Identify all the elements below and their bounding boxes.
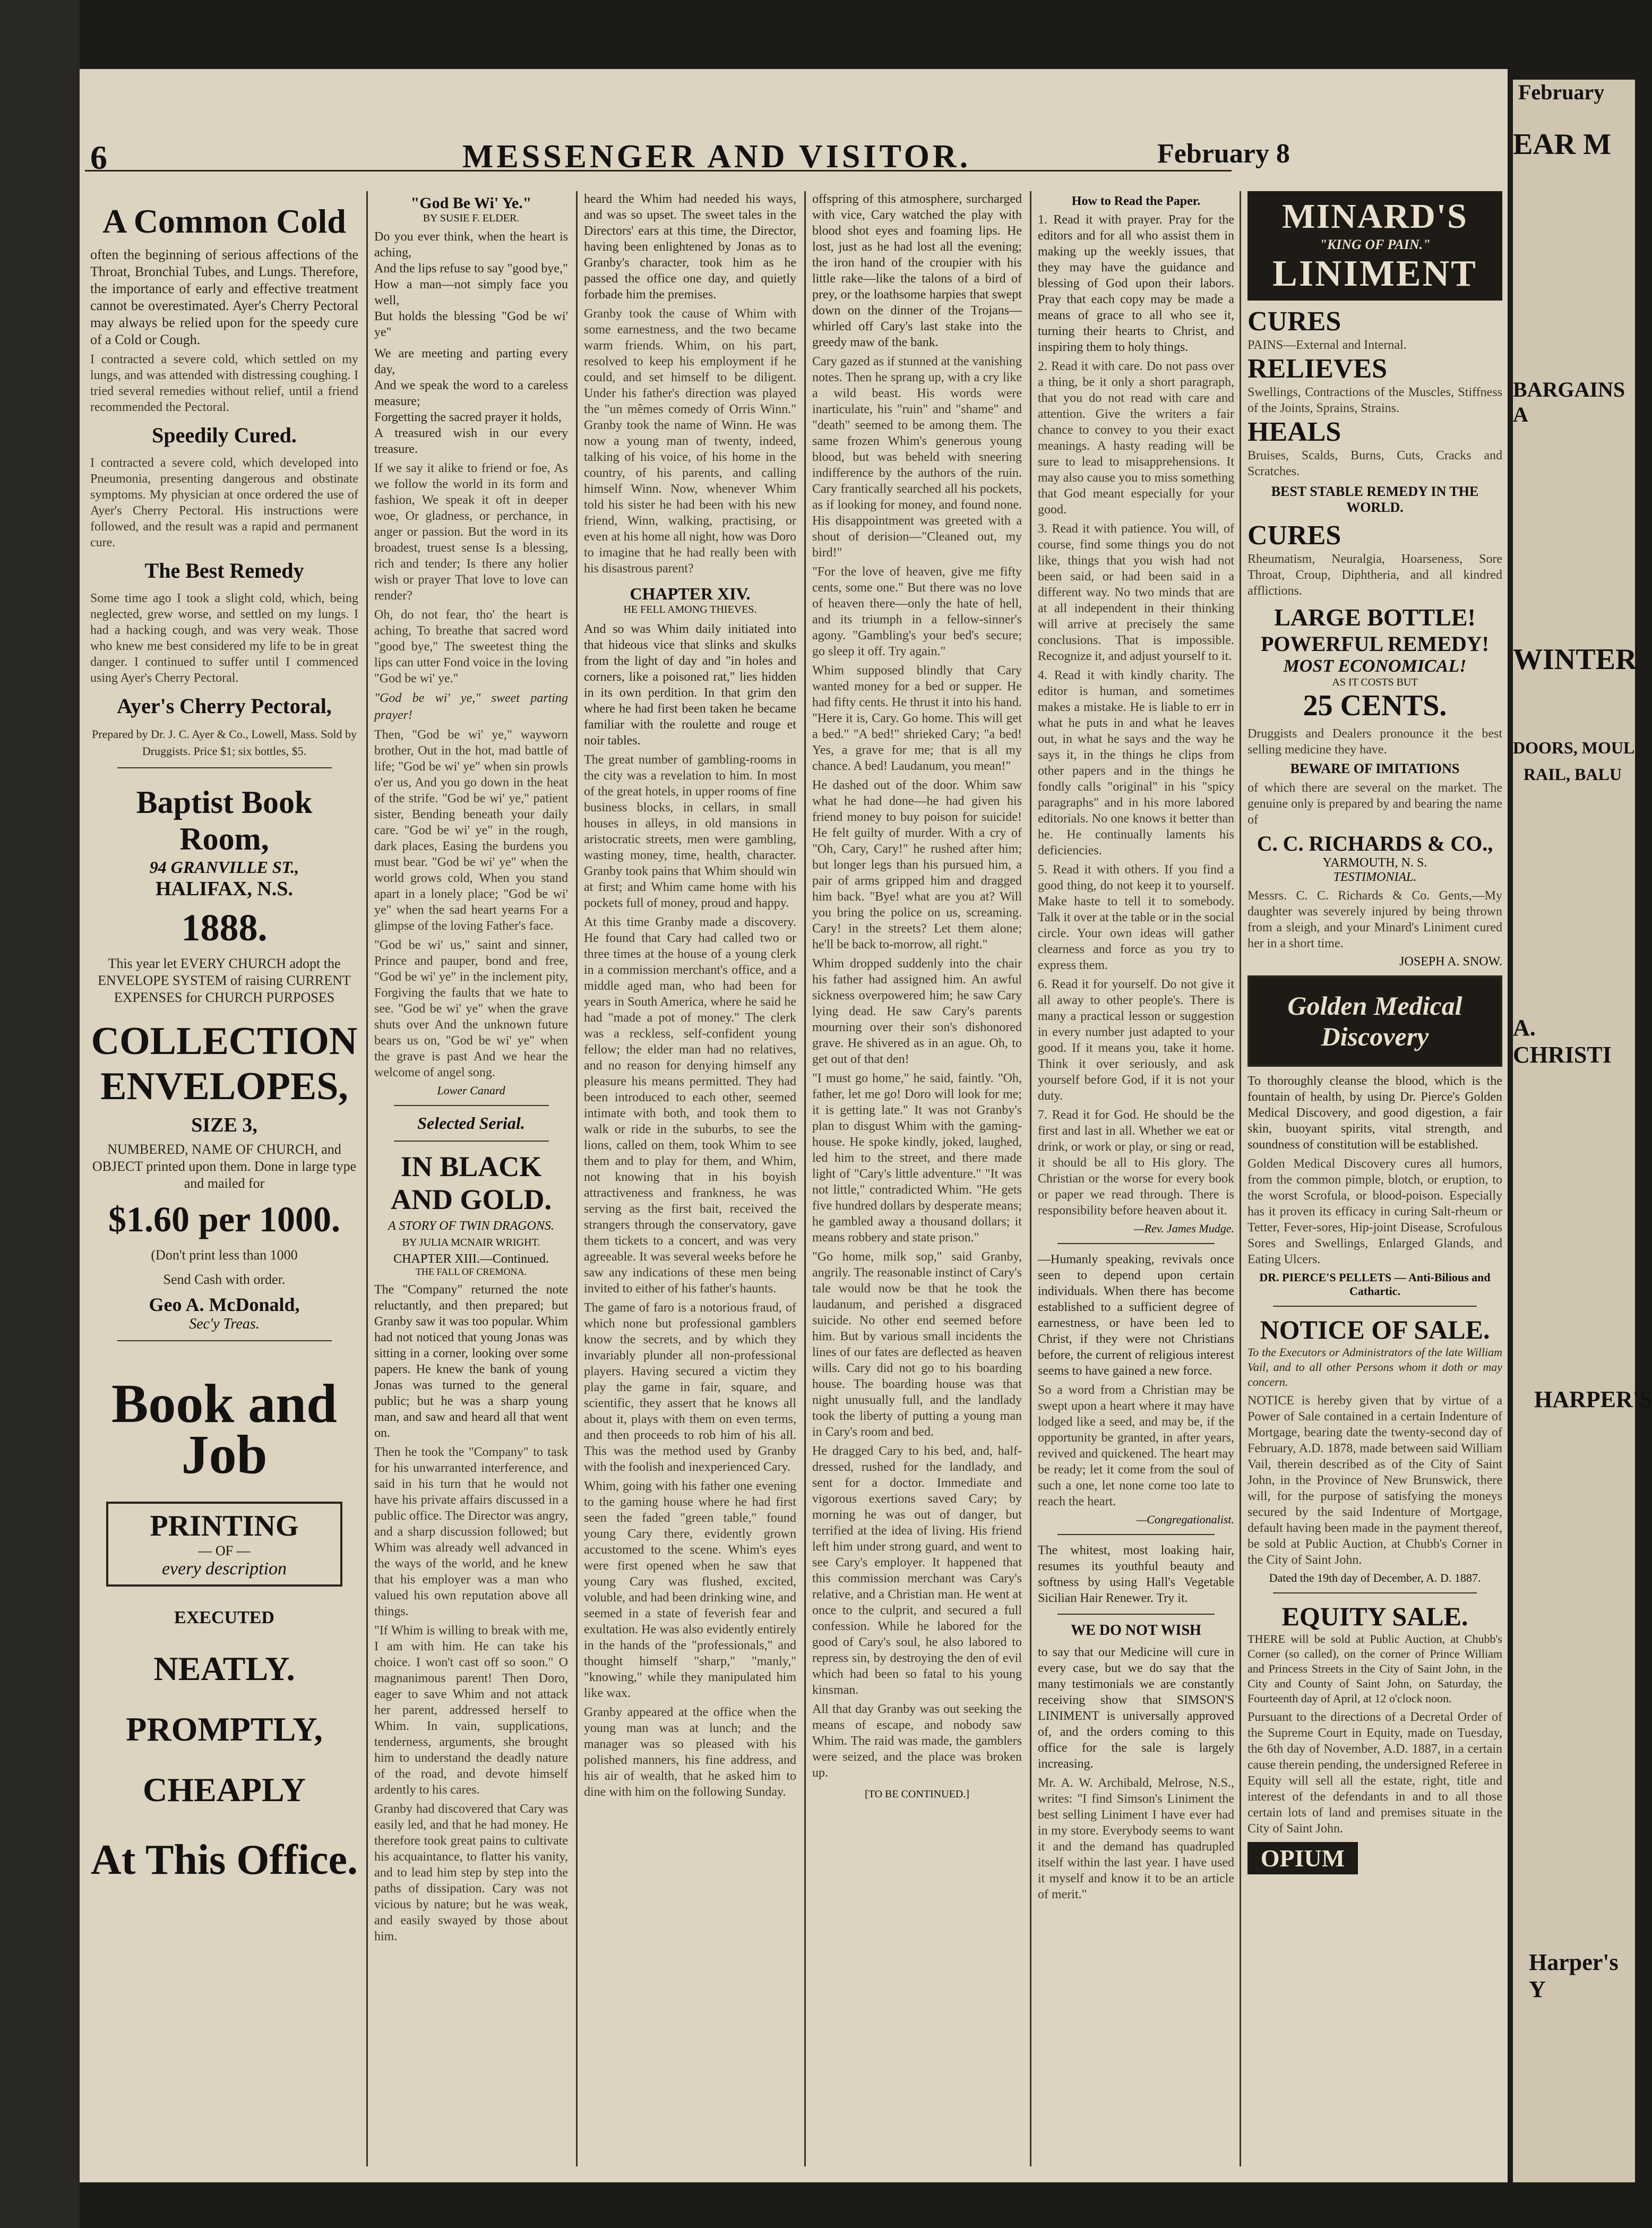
adjacent-doors: DOORS, MOUL	[1513, 738, 1635, 757]
column-rule	[1240, 191, 1241, 2166]
column-rule	[1030, 191, 1031, 2166]
printing-box	[106, 1502, 342, 1587]
pierce-pellets: DR. PIERCE'S PELLETS — Anti-Bilious and Cathartic.	[1259, 1271, 1491, 1298]
column-rule	[804, 191, 806, 2166]
most-economical: MOST ECONOMICAL!	[1283, 656, 1467, 676]
poem-line: But holds the blessing "God be wi' ye"	[374, 310, 568, 339]
revivals-text: —Humanly speaking, revivals once seen to depend upon certain individuals. When there has become established to a sufficient degree of earnestness, or have been led to Christ, if they were not Christians before, the current of religious interest seems to have gained a new force.	[1038, 1253, 1234, 1378]
baptist-city: HALIFAX, N.S.	[156, 878, 293, 900]
divider	[394, 1141, 549, 1142]
newspaper-page	[80, 69, 1508, 2182]
col4-body: offspring of this atmosphere, surcharged with vice, Cary watched the play with blood shot eyes and foaming lips. He lost, just as he had lost all the evening; the iron hand of the croupier with his little rake—like the talons of a bird of prey, or the loathsome harpies that swept down on the dinner of the Trojans—whirled off Cary's last stake into the greedy maw of the bank.	[812, 192, 1022, 349]
relieves-label: RELIEVES	[1247, 354, 1387, 384]
adjacent-rail: RAIL, BALU	[1524, 765, 1622, 784]
serial-body: The "Company" returned the note reluctantly, and then prepared; but Granby saw it was too popular. Whim had not noticed that young Jonas was sitting in a corner, looking over some papers. He knew the bank of young Jonas was turned to the general public; but he was a sharp young man, and saw and heard all that went on.	[374, 1283, 568, 1440]
speedily-cured-title: Speedily Cured.	[152, 423, 297, 447]
article-body: 1. Read it with prayer. Pray for the editors and for all who assist them in making up the weekly issues, that they may have the guidance and blessing of God upon their labors. Pray that each copy may be made a means of grace to all who see it, turning their hearts to Christ, and inspiring them to holy things.	[1038, 213, 1234, 354]
header-rule	[85, 127, 1232, 172]
serial-author: BY JULIA MCNAIR WRIGHT.	[402, 1237, 540, 1248]
divider	[1057, 1534, 1215, 1535]
divider	[394, 1105, 549, 1106]
poem-line: And we speak the word to a careless measure;	[374, 379, 568, 408]
poem-line: A treasured wish in our every treasure.	[374, 426, 568, 456]
column-6: MINARD'S "KING OF PAIN." LINIMENT CURES PAINS—External and Internal. RELIEVES Swellings, Contractions of the Muscles, Stiffness of the Joints, Sprains, Strains. HEALS Bruises, Scalds, Burns, Cuts, Cracks and Scratches. BEST STABLE REMEDY IN THE WORLD. CURES Rheumatism, Neuralgia, Hoarseness, Sore Throat, Croup, Diphtheria, and all kindred afflictions. LARGE BOTTLE! POWERFUL REMEDY! MOST ECONOMICAL! AS IT COSTS BUT 25 CENTS. Druggists and Dealers pronounce it the best selling medicine they have. BEWARE OF IMITATIONS of which there are several on the market. The genuine only is prepared by and bearing the name of C. C. RICHARDS & CO., YARMOUTH, N. S. TESTIMONIAL. Messrs. C. C. Richards & Co. Gents,—My daughter was severely injured by being thrown from a sleigh, and your Minard's Liniment cured her in a short time. JOSEPH A. SNOW. Golden Medical Discovery To thoroughly cleanse the blood, which is the fountain of health, by using Dr. Pierce's Golden Medical Discovery, and good digestion, a fair skin, buoyant spirits, vital strength, and soundness of constitution will be established. Golden Medical Discovery cures all humors, from the common pimple, blotch, or eruption, to the worst Scrofula, or blood-poison. Especially has it proven its efficacy in curing Salt-rheum or Tetter, Fever-sores, Hip-joint Disease, Scrofulous Sores and Swellings, Enlarged Glands, and Eating Ulcers. DR. PIERCE'S PELLETS — Anti-Bilious and Cathartic. NOTICE OF SALE. To the Executors or Administrators of the late William Vail, and to all other Persons whom it doth or may concern. NOTICE is hereby given that by virtue of a Power of Sale contained in a certain Indenture of Mortgage, bearing date the twenty-second day of February, A.D. 1878, made between said William Vail, therein described as of the City of Saint John, in the Province of New Brunswick, there will, for the purpose of satisfying the moneys secured by the said Indenture of Mortgage, default having been made in the payment thereof, be sold at Public Auction, at Chubb's Corner in the City of Saint John. Dated the 19th day of December, A. D. 1887. EQUITY SALE. THERE will be sold at Public Auction, at Chubb's Corner (so called), on the corner of Prince William and Princess Streets in the City of Saint John, in the City and County of Saint John, on Saturday, the Fourteenth day of April, at 12 o'clock noon. Pursuant to the directions of a Decretal Order of the Supreme Court in Equity, made on Tuesday, the 6th day of November, A.D. 1887, in a certain cause therein pending, the undersigned Referee in Equity will sell all the estate, right, title and interest of the defendants in and to all those certain lots of land and premises situate in the City of Saint John. OPIUM	[1247, 191, 1502, 2166]
column-1: A Common Cold often the beginning of serious affections of the Throat, Bronchial Tubes, and Lungs. Therefore, the importance of early and effective treatment cannot be overestimated. Ayer's Cherry Pectoral may always be relied upon for the speedy cure of a Cold or Cough. I contracted a severe cold, which settled on my lungs, and was attended with distressing coughing. I tried several remedies without relief, until a friend recommended the Pectoral. Speedily Cured. I contracted a severe cold, which developed into Pneumonia, presenting dangerous and obstinate symptoms. My physician at once ordered the use of Ayer's Cherry Pectoral. His instructions were followed, and the result was a rapid and permanent cure. The Best Remedy Some time ago I took a slight cold, which, being neglected, grew worse, and settled on my lungs. I had a hacking cough, and was very weak. Those who knew me best considered my life to be in great danger. I continued to suffer until I commenced using Ayer's Cherry Pectoral. Ayer's Cherry Pectoral, Prepared by Dr. J. C. Ayer & Co., Lowell, Mass. Sold by Druggists. Price $1; six bottles, $5. Baptist Book Room, 94 GRANVILLE ST., HALIFAX, N.S. 1888. This year let EVERY CHURCH adopt the ENVELOPE SYSTEM of raising CURRENT EXPENSES for CHURCH PURPOSES COLLECTION ENVELOPES, SIZE 3, NUMBERED, NAME OF CHURCH, and OBJECT printed upon them. Done in large type and mailed for $1.60 per 1000. (Don't print less than 1000 Send Cash with order. Geo A. McDonald, Sec'y Treas. Book and Job PRINTING — OF — every description EXECUTED NEATLY. PROMPTLY, CHEAPLY At This Office.	[90, 202, 358, 1883]
printing-every: every description	[161, 1559, 287, 1579]
pectoral-text: Prepared by Dr. J. C. Ayer & Co., Lowell, Mass. Sold by Druggists. Price $1; six bottles, $5.	[91, 727, 357, 758]
golden-discovery-banner: Golden Medical Discovery	[1247, 975, 1502, 1067]
adjacent-harpers: HARPER'S	[1534, 1386, 1652, 1412]
adjacent-page	[1513, 80, 1652, 2182]
yarmouth: YARMOUTH, N. S.	[1322, 856, 1427, 870]
large-bottle: LARGE BOTTLE!	[1274, 604, 1476, 631]
signer: Geo A. McDonald,	[149, 1294, 300, 1315]
envelope-details: NUMBERED, NAME OF CHURCH, and OBJECT printed upon them. Done in large type and mailed for	[92, 1142, 357, 1191]
page-number: 6	[90, 139, 107, 176]
baptist-address: 94 GRANVILLE ST.,	[149, 858, 299, 877]
year: 1888.	[181, 906, 268, 949]
pectoral-title: Ayer's Cherry Pectoral,	[117, 694, 332, 718]
price-cents: 25 CENTS.	[1303, 689, 1447, 722]
article-author: —Rev. James Mudge.	[1134, 1222, 1234, 1235]
best-remedy-title: The Best Remedy	[144, 559, 304, 582]
poem-line: How a man—not simply face you well,	[374, 278, 568, 307]
testimonial-label: TESTIMONIAL.	[1333, 870, 1417, 884]
executed-label: EXECUTED	[174, 1608, 274, 1627]
baptist-text: This year let EVERY CHURCH adopt the ENVELOPE SYSTEM of raising CURRENT EXPENSES for CHURCH PURPOSES	[98, 956, 351, 1005]
notice-text: To the Executors or Administrators of the late William Vail, and to all other Persons whom it doth or may concern.	[1247, 1346, 1502, 1389]
scan-left-edge	[0, 0, 80, 2228]
poem-line: Forgetting the sacred prayer it holds,	[374, 410, 562, 424]
poem-refrain: "God be wi' ye," sweet parting prayer!	[374, 691, 568, 722]
notice-dated: Dated the 19th day of December, A. D. 1887.	[1269, 1571, 1481, 1584]
column-5: How to Read the Paper. 1. Read it with prayer. Pray for the editors and for all who assist them in making up the weekly issues, that they may have the guidance and blessing of God upon their labors. Pray that each copy may be made a means of grace to all who see it, turning their hearts to Christ, and inspiring them to holy things. 2. Read it with care. Do not pass over a thing, be it only a short paragraph, that you do not read with care and attention. Give the writers a fair chance to convey to you their exact meanings. A hasty reading will be sure to lead to misapprehensions. It may also cause you to miss something that God meant especially for your good. 3. Read it with patience. You will, of course, find some things you do not like, things that you wish had not been said, or had been said in a different way. No two minds that are at all independent in their thinking will arrive at precisely the same conclusions. That is impossible. Recognize it, and adjust yourself to it. 4. Read it with kindly charity. The editor is human, and sometimes makes a mistake. He is liable to err in what he puts in and what he leaves out, in what he says and the way he says it, in the things he clips from other papers and in the things he fondly calls "original" in his "spicy paragraphs" and in his more labored editorials. No one knows it better than he. He continually laments his deficiencies. 5. Read it with others. If you find a good thing, do not keep it to yourself. Make haste to tell it to somebody. Talk it over at the table or in the social circle. Your own ideas will gather clearness and force as you try to express them. 6. Read it for yourself. Do not give it all away to other people's. There is many a practical lesson or suggestion in every number just adapted to your good. If it means you, take it home. Think it over seriously, and ask yourself before God, if it is not your duty. 7. Read it for God. He should be the first and last in all. Whether we eat or drink, or work or play, or sing or read, it should be all to His glory. The Christian or the worse for every book or paper we read through. There is responsibility before heaven about it. —Rev. James Mudge. —Humanly speaking, revivals once seen to depend upon certain individuals. When there has become established to a sufficient degree of earnestness, or have been led to Christ, if they were not Christians before, the current of religious interest seems to have gained a new force. So a word from a Christian may be swept upon a heart where it may have lodged like a seed, and may be, if the opportunity be granted, in after years, revived and quickened. The heart may be ready; let it come from the soul of such a one, let none come too late to reach the heart. —Congregationalist. The whitest, most loaking hair, resumes its youthful beauty and softness by using Hall's Vegetable Sicilian Hair Renewer. Try it. WE DO NOT WISH to say that our Medicine will cure in every case, but we do say that the many testimonials we are constantly receiving show that SIMSON'S LINIMENT is universally approved of, and the orders coming to this office for the sale is largely increasing. Mr. A. W. Archibald, Melrose, N.S., writes: "I find Simson's Liniment the best selling Liniment I have ever had in my store. Everybody seems to want it and the demand has quadrupled itself within the last year. I have used it myself and know it to be an article of merit."	[1038, 194, 1234, 1901]
chapter-subtitle: HE FELL AMONG THIEVES.	[623, 604, 757, 615]
equity-text: THERE will be sold at Public Auction, at Chubb's Corner (so called), on the corner of Prince William and Princess Streets in the City of Saint John, in the City and County of Saint John, on Saturday, the Fourteenth day of April, at 12 o'clock noon.	[1247, 1632, 1502, 1705]
divider	[1057, 1614, 1215, 1615]
poem-line: And the lips refuse to say "good bye,"	[374, 262, 568, 276]
divider	[117, 767, 332, 768]
poem-line: Do you ever think, when the heart is aching,	[374, 230, 568, 260]
adjacent-christie: A. CHRISTI	[1513, 1015, 1612, 1068]
column-3: heard the Whim had needed his ways, and was so upset. The sweet tales in the Directors' ears at this time, the Director, having been enlightened by Jonas as to Granby's character, took him as he passed the office one day, and quietly forbade him the premises. Granby took the cause of Whim with some earnestness, and the two became warm friends. Whim, on his part, resolved to keep his employment if he could, and set himself to be diligent. Under his father's direction was played the "un mêmes comedy of Orris Winn." Granby took the name of Winn. He was now a young man of twenty, indeed, talking of his voice, of his home in the country, of his parents, and calling himself Winn. Now, whenever Whim told his sister he had been with his new friend, Winn, walking, practising, or even at his home all night, how was Doro to imagine that he had really been with his disastrous parent? CHAPTER XIV. HE FELL AMONG THIEVES. And so was Whim daily initiated into that hideous vice that slinks and skulks from the light of day and "in holes and corners, like a poisoned rat," lies hidden in its own perdition. In that grim den where he had first been taken he became familiar with the roulette and rouge et noir tables. The great number of gambling-rooms in the city was a revelation to him. In most of the great hotels, in upper rooms of fine business blocks, in cellars, in small houses in alleys, in old mansions in aristocratic streets, men were gambling, wasting money, time, health, character. Granby took pains that Whim should win at first; and Whim came home with his pockets full of money, proud and happy. At this time Granby made a discovery. He found that Cary had called two or three times at the house of a young clerk in a commission merchant's office, and a middle aged man, who had been for years in South America, where he said he had "made a pot of money." The clerk was a reckless, self-confident young fellow; the elder man had no relatives, and no reason for denying himself any pleasure his means permitted. They had been introduced to each other, seemed intimate with both, and took them to walk or ride in the suburbs, to see the lions, called on them, took Whim to see them and to play for them, and Whim, not knowing that in his boyish attractiveness and frankness, he was serving as the first bait, received the strangers through the conservatory, gave them tickets to a concert, and was very agreeable. It was several weeks before he saw any indications of these men being invited to either of his father's haunts. The game of faro is a notorious fraud, of which none but professional gamblers know the secrets, and by which they invariably plunder all non-professional players. Having secured a victim they play the game in fair, square, and scientific, they assert that he knows all about it, plays with them on even terms, and then proceeds to rob him of his all. This was the method used by Granby with the foolish and inexperienced Cary. Whim, going with his father one evening to the gaming house where he had first seen the faded "green table," found young Cary there, evidently grown accustomed to the scene. Whim's eyes were first opened when he saw that young Cary was flushed, excited, voluble, and had been drinking wine, and seemed in a state of feverish fear and exultation. He was also evidently entirely in the hands of the "professionals," and thought himself "sharp," "manly," "knowing," while they manipulated him like wax. Granby appeared at the office when the young man was at lunch; and the manager was so pleased with his polished manners, his fine address, and his air of wealth, that he asked him to dine with him on the following Sunday.	[584, 192, 796, 1799]
notice-of-sale: NOTICE OF SALE.	[1260, 1315, 1490, 1344]
column-4: offspring of this atmosphere, surcharged with vice, Cary watched the play with blood shot eyes and foaming lips. He lost, just as he had lost all the evening; the iron hand of the croupier with his little rake—like the talons of a bird of prey, or the loathsome harpies that swept down on the dinner of the Trojans—whirled off Cary's last stake into the greedy maw of the bank. Cary gazed as if stunned at the vanishing notes. Then he sprang up, with a cry like a wild beast. His words were inarticulate, his "ruin" and "shame" and "death" seemed to be among them. The same frozen Whim's generous young blood, but was beheld with sneering indifference by the authors of the ruin. Cary frantically searched all his pockets, as if looking for money, and found none. His disappointment was greeted with a shout of derision—"Cleaned out, my bird!" "For the love of heaven, give me fifty cents, some one." But there was no love of heaven there—only the hate of hell, and its triumph in a fellow-sinner's agony. "Gambling's your bed's secure; go sleep it off. Try again." Whim supposed blindly that Cary wanted money for a bed or supper. He had fifty cents. He thrust it into his hand. "Here it is, Cary. Go home. This will get a bed." "A bed!" shrieked Cary; "a bed! Yes, a grave for me; that is all my chance. A bed! Laudanum, you mean!" He dashed out of the door. Whim saw what he had done—he had given his friend money to buy poison for suicide! He felt guilty of murder. With a cry of "Oh, Cary, Cary!" he rushed after him; but longer legs than his pursued him, a pair of arms gripped him and dragged him back. "Bye! what are you at? Will you bring the police on us, screaming. Cary! in the streets? Let them alone; he'll be back to-morrow, all right." Whim dropped suddenly into the chair his father had assigned him. An awful sickness overpowered him; he saw Cary lying dead. He saw Cary's parents mourning over their son's dishonored grave. He shivered as in an ague. Oh, to get out of that den! "I must go home," he said, faintly. "Oh, father, let me go! Doro will look for me; it is getting late." It was not Granby's plan to disgust Whim with the gaming-house. He spoke kindly, joked, laughed, led him to the street, and there made light of "Cary's little adventure." "It was not little," contradicted Whim. "He gets five hundred dollars by desperate means; he gambled away a thousand dollars; it means robbery and state prison." "Go home, milk sop," said Granby, angrily. The reasonable instinct of Cary's tale would now be that he took the laudanum, and perished a disgraced suicide. No other end seemed before him. But by various small incidents the lines of our fates are deflected as heaven wills. Cary did not go to his boarding house. The boarding house was that night unusually full, and the landlady took the liberty of putting a young man in Cary's room and bed. He dragged Cary to his bed, and, half-dressed, rushed for the landlady, and sent for a doctor. Immediate and vigorous exertions saved Cary; by morning he was out of danger, but terrified at the idea of living. His friend left him under strong guard, and went to see Cary's employer. It happened that this commission merchant was Cary's relative, and a Christian man. He went at once to the culprit, and secured a full confession. While he labored for the good of Cary's soul, he also labored to repress sin, by destroying the den of evil which had been so fatal to his young kinsman. All that day Granby was out seeking the means of escape, and nobody saw Whim. The raid was made, the gamblers were seized, and the place was broken up. [TO BE CONTINUED.]	[812, 192, 1022, 1800]
adjacent-bargains: BARGAINS A	[1513, 378, 1625, 426]
baptist-title: Baptist Book Room,	[136, 785, 313, 856]
poem-author: BY SUSIE F. ELDER.	[423, 212, 520, 224]
ad-common-cold-title: A Common Cold	[102, 202, 346, 240]
envelopes-heading: ENVELOPES,	[100, 1065, 348, 1108]
revivals-source: —Congregationalist.	[1136, 1513, 1234, 1526]
serial-label: Selected Serial.	[417, 1113, 525, 1133]
simsons-text: to say that our Medicine will cure in every case, but we do say that the many testimonials we are constantly receiving show that SIMSON'S LINIMENT is universally approved of, and the orders coming to this office for the sale is largely increasing.	[1038, 1646, 1234, 1771]
masthead: MESSENGER AND VISITOR.	[462, 139, 971, 175]
to-be-continued: [TO BE CONTINUED.]	[865, 1788, 969, 1800]
powerful-remedy: POWERFUL REMEDY!	[1261, 632, 1489, 656]
serial-title: IN BLACK AND GOLD.	[390, 1151, 552, 1215]
heals-label: HEALS	[1247, 417, 1341, 447]
adjacent-winter: WINTER	[1513, 643, 1637, 676]
beware-imitations: BEWARE OF IMITATIONS	[1290, 761, 1460, 776]
envelope-price: $1.60 per 1000.	[108, 1199, 340, 1239]
minards-heading: MINARD'S	[1282, 197, 1468, 236]
serial-subtitle: A STORY OF TWIN DRAGONS.	[388, 1219, 554, 1233]
book-job-heading: Book and Job	[111, 1373, 337, 1485]
cures-label: CURES	[1247, 306, 1341, 337]
divider	[117, 1340, 332, 1341]
simsons-heading: WE DO NOT WISH	[1071, 1622, 1201, 1639]
divider	[1273, 1592, 1477, 1593]
cures-label-2: CURES	[1247, 520, 1341, 551]
minards-king: "KING OF PAIN."	[1319, 237, 1431, 252]
divider	[1057, 1243, 1215, 1244]
envelope-size: SIZE 3,	[191, 1114, 257, 1136]
golden-discovery-text: To thoroughly cleanse the blood, which is the fountain of health, by using Dr. Pierce's Golden Medical Discovery, and good digestion, a fair skin, buoyant spirits, vital strength, and soundness of constitution will be established.	[1247, 1074, 1502, 1152]
opium-ad: OPIUM	[1247, 1842, 1358, 1874]
column-2: "God Be Wi' Ye." BY SUSIE F. ELDER. Do you ever think, when the heart is aching, And the lips refuse to say "good bye," How a man—not simply face you well, But holds the blessing "God be wi' ye" We are meeting and parting every day, And we speak the word to a careless measure; Forgetting the sacred prayer it holds, A treasured wish in our every treasure. If we say it alike to friend or foe, As we follow the world in its form and fashion, We speak it oft in deeper woe, Or gladness, or perchance, in anger or passion. But the word in its broadest, truest sense Is a blessing, rich and tender; Is there any holier wish or prayer That love to love can render? Oh, do not fear, tho' the heart is aching, To breathe that sacred word "good bye," The sweetest thing the lips can utter Fond voice in the loving "God be wi' ye." "God be wi' ye," sweet parting prayer! Then, "God be wi' ye," wayworn brother, Out in the hot, mad battle of life; "God be wi' ye" when sin prowls o'er us, And you go down in the heat of the strife. "God be wi' ye," patient sister, Bending beneath your daily care. "God be wi' ye" in the rough, dark places, Easing the burdens you must bear. "God be wi' ye" when the world grows cold, When you stand apart in a lonely place; "God be wi' ye" when the sad heart yearns For a glimpse of the loving Father's face. "God be wi' us," saint and sinner, Prince and pauper, bond and free, "God be wi' ye" in the inclement pity, Forgiving the faults that we hate to see. "God be wi' ye" when the grave shuts over And the unknown future bears us on, "God be wi' ye" when the grave is past And we hear the welcome of angel song. Lower Canard Selected Serial. IN BLACK AND GOLD. A STORY OF TWIN DRAGONS. BY JULIA MCNAIR WRIGHT. CHAPTER XIII.—Continued. THE FALL OF CREMONA. The "Company" returned the note reluctantly, and then prepared; but Granby saw it was too popular. Whim had not noticed that young Jonas was sitting in a corner, looking over some papers. He knew the bank of young Jonas was turned to the general public; but he was a sharp young man, and saw and heard all that went on. Then he took the "Company" to task for his unwarranted interference, and said in his turn that he would not have his private affairs discussed in a public office. The Director was angry, and a sharp discussion followed; but Whim was already well advanced in the ways of the world, and he knew that his employer was a man who valued his own reputation above all things. "If Whim is willing to break with me, I am with him. He can take his choice. I won't cast off so soon." O magnanimous parent! Then Doro, eager to save Whim and not attack her parent, addressed herself to Whim. In vain, supplications, tenderness, arguments, she brought him to understand the deadly nature of the road, and devote himself ardently to his cares. Granby had discovered that Cary was easily led, and that he had money. He therefore took great pains to cultivate his acquaintance, to flatter his vanity, and to lead him step by step into the paths of dissipation. Cary was not vicious by nature; but he was weak, and easily swayed by those about him.	[374, 194, 568, 1943]
richards-company: C. C. RICHARDS & CO.,	[1257, 832, 1493, 855]
col3-body-top: heard the Whim had needed his ways, and was so upset. The sweet tales in the Directors' ears at this time, the Director, having been enlightened by Jonas as to Granby's character, took him as he passed the office one day, and quietly forbade him the premises.	[584, 192, 796, 302]
send-cash: Send Cash with order.	[163, 1272, 286, 1287]
poem-title: "God Be Wi' Ye."	[410, 194, 532, 212]
hair-renewer-ad: The whitest, most loaking hair, resumes its youthful beauty and softness by using Hall's Vegetable Sicilian Hair Renewer. Try it.	[1038, 1544, 1234, 1605]
chapter-heading: CHAPTER XIV.	[630, 584, 751, 603]
col3-body-bottom: And so was Whim daily initiated into that hideous vice that slinks and skulks from the light of day and "in holes and corners, like a poisoned rat," lies hidden in its own perdition. In that grim den where he had first been taken he became familiar with the roulette and rouge et noir tables.	[584, 622, 796, 748]
at-this-office: At This Office.	[91, 1837, 358, 1883]
divider	[1273, 1306, 1477, 1307]
signer-title: Sec'y Treas.	[189, 1316, 260, 1332]
stable-remedy: BEST STABLE REMEDY IN THE WORLD.	[1271, 484, 1479, 515]
column-rule	[366, 191, 368, 2166]
printing-of: — OF —	[198, 1543, 251, 1558]
column-rule	[576, 191, 578, 2166]
serial-chapter: CHAPTER XIII.—Continued.	[393, 1252, 549, 1266]
printing-heading: PRINTING	[150, 1510, 299, 1543]
envelope-minimum: (Don't print less than 1000	[151, 1247, 298, 1263]
adjacent-harpers-young: Harper's Y	[1529, 1949, 1619, 2002]
promptly-label: PROMPTLY,	[126, 1710, 323, 1748]
serial-chapter-subtitle: THE FALL OF CREMONA.	[415, 1266, 527, 1277]
minards-banner	[1247, 191, 1502, 301]
poem-line: We are meeting and parting every day,	[374, 347, 568, 376]
ad-common-cold-text: often the beginning of serious affections of the Throat, Bronchial Tubes, and Lungs. Therefore, the importance of early and effective treatment cannot be overestimated. Ayer's Cherry Pectoral may always be relied upon for the speedy cure of a Cold or Cough.	[90, 247, 358, 347]
adjacent-ear-ad: EAR M	[1513, 128, 1612, 161]
minards-liniment: LINIMENT	[1272, 253, 1477, 294]
as-it-costs: AS IT COSTS BUT	[1332, 676, 1418, 688]
neatly-label: NEATLY.	[153, 1650, 295, 1687]
article-title: How to Read the Paper.	[1071, 194, 1201, 208]
header-date: February 8	[1157, 139, 1290, 169]
collection-heading: COLLECTION	[91, 1019, 358, 1063]
equity-sale: EQUITY SALE.	[1281, 1601, 1468, 1631]
cheaply-label: CHEAPLY	[142, 1771, 306, 1809]
adjacent-date: February	[1518, 80, 1605, 104]
testimonial-signer: JOSEPH A. SNOW.	[1399, 955, 1502, 969]
